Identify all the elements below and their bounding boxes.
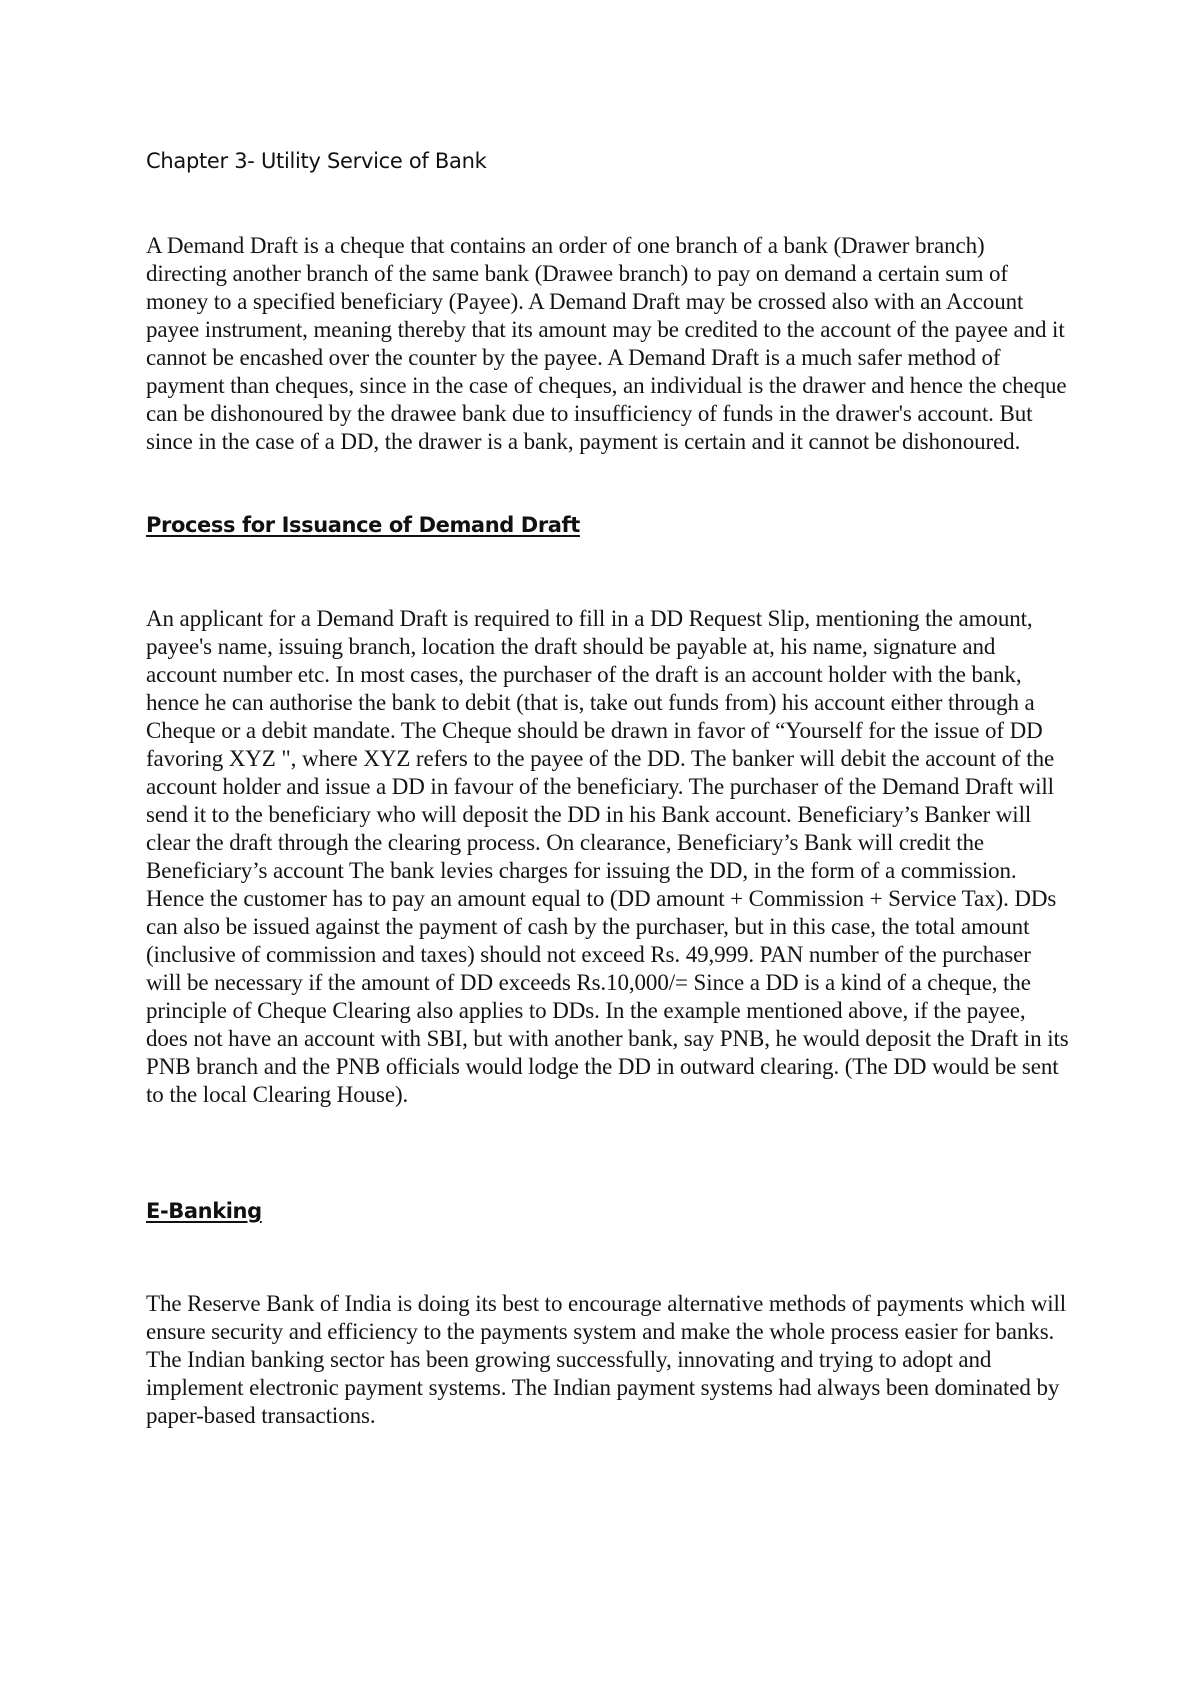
chapter-title: Chapter 3- Utility Service of Bank — [146, 149, 487, 173]
section-heading-ebanking: E-Banking — [146, 1199, 262, 1223]
section-heading-process: Process for Issuance of Demand Draft — [146, 513, 580, 537]
document-content — [146, 146, 1070, 1430]
section-paragraph-ebanking: The Reserve Bank of India is doing its best to encourage alternative methods of payments which will ensure security and efficiency to the payments system and make the whole process easier for banks. The Indian banking sector has been growing successfully, innovating and trying to adopt and implement electronic payment systems. The Indian payment systems had always been dominated by paper-based transactions. — [146, 1291, 1067, 1428]
section-paragraph-process: An applicant for a Demand Draft is required to fill in a DD Request Slip, mentioning the amount, payee's name, issuing branch, location the draft should be payable at, his name, signature and account number etc. In most cases, the purchaser of the draft is an account holder with the bank, hence he can authorise the bank to debit (that is, take out funds from) his account either through a Cheque or a debit mandate. The Cheque should be drawn in favor of “Yourself for the issue of DD favoring XYZ ", where XYZ refers to the payee of the DD. The banker will debit the account of the account holder and issue a DD in favour of the beneficiary. The purchaser of the Demand Draft will send it to the beneficiary who will deposit the DD in his Bank account. Beneficiary’s Banker will clear the draft through the clearing process. On clearance, Beneficiary’s Bank will credit the Beneficiary’s account The bank levies charges for issuing the DD, in the form of a commission. Hence the customer has to pay an amount equal to (DD amount + Commission + Service Tax). DDs can also be issued against the payment of cash by the purchaser, but in this case, the total amount (inclusive of commission and taxes) should not exceed Rs. 49,999. PAN number of the purchaser will be necessary if the amount of DD exceeds Rs.10,000/= Since a DD is a kind of a cheque, the principle of Cheque Clearing also applies to DDs. In the example mentioned above, if the payee, does not have an account with SBI, but with another bank, say PNB, he would deposit the Draft in its PNB branch and the PNB officials would lodge the DD in outward clearing. (The DD would be sent to the local Clearing House). — [146, 606, 1069, 1107]
intro-paragraph: A Demand Draft is a cheque that contains an order of one branch of a bank (Drawer branch) directing another branch of the same bank (Drawee branch) to pay on demand a certain sum of money to a specified beneficiary (Payee). A Demand Draft may be crossed also with an Account payee instrument, meaning thereby that its amount may be credited to the account of the payee and it cannot be encashed over the counter by the payee. A Demand Draft is a much safer method of payment than cheques, since in the case of cheques, an individual is the drawer and hence the cheque can be dishonoured by the drawee bank due to insufficiency of funds in the drawer's account. But since in the case of a DD, the drawer is a bank, payment is certain and it cannot be dishonoured. — [146, 233, 1067, 454]
